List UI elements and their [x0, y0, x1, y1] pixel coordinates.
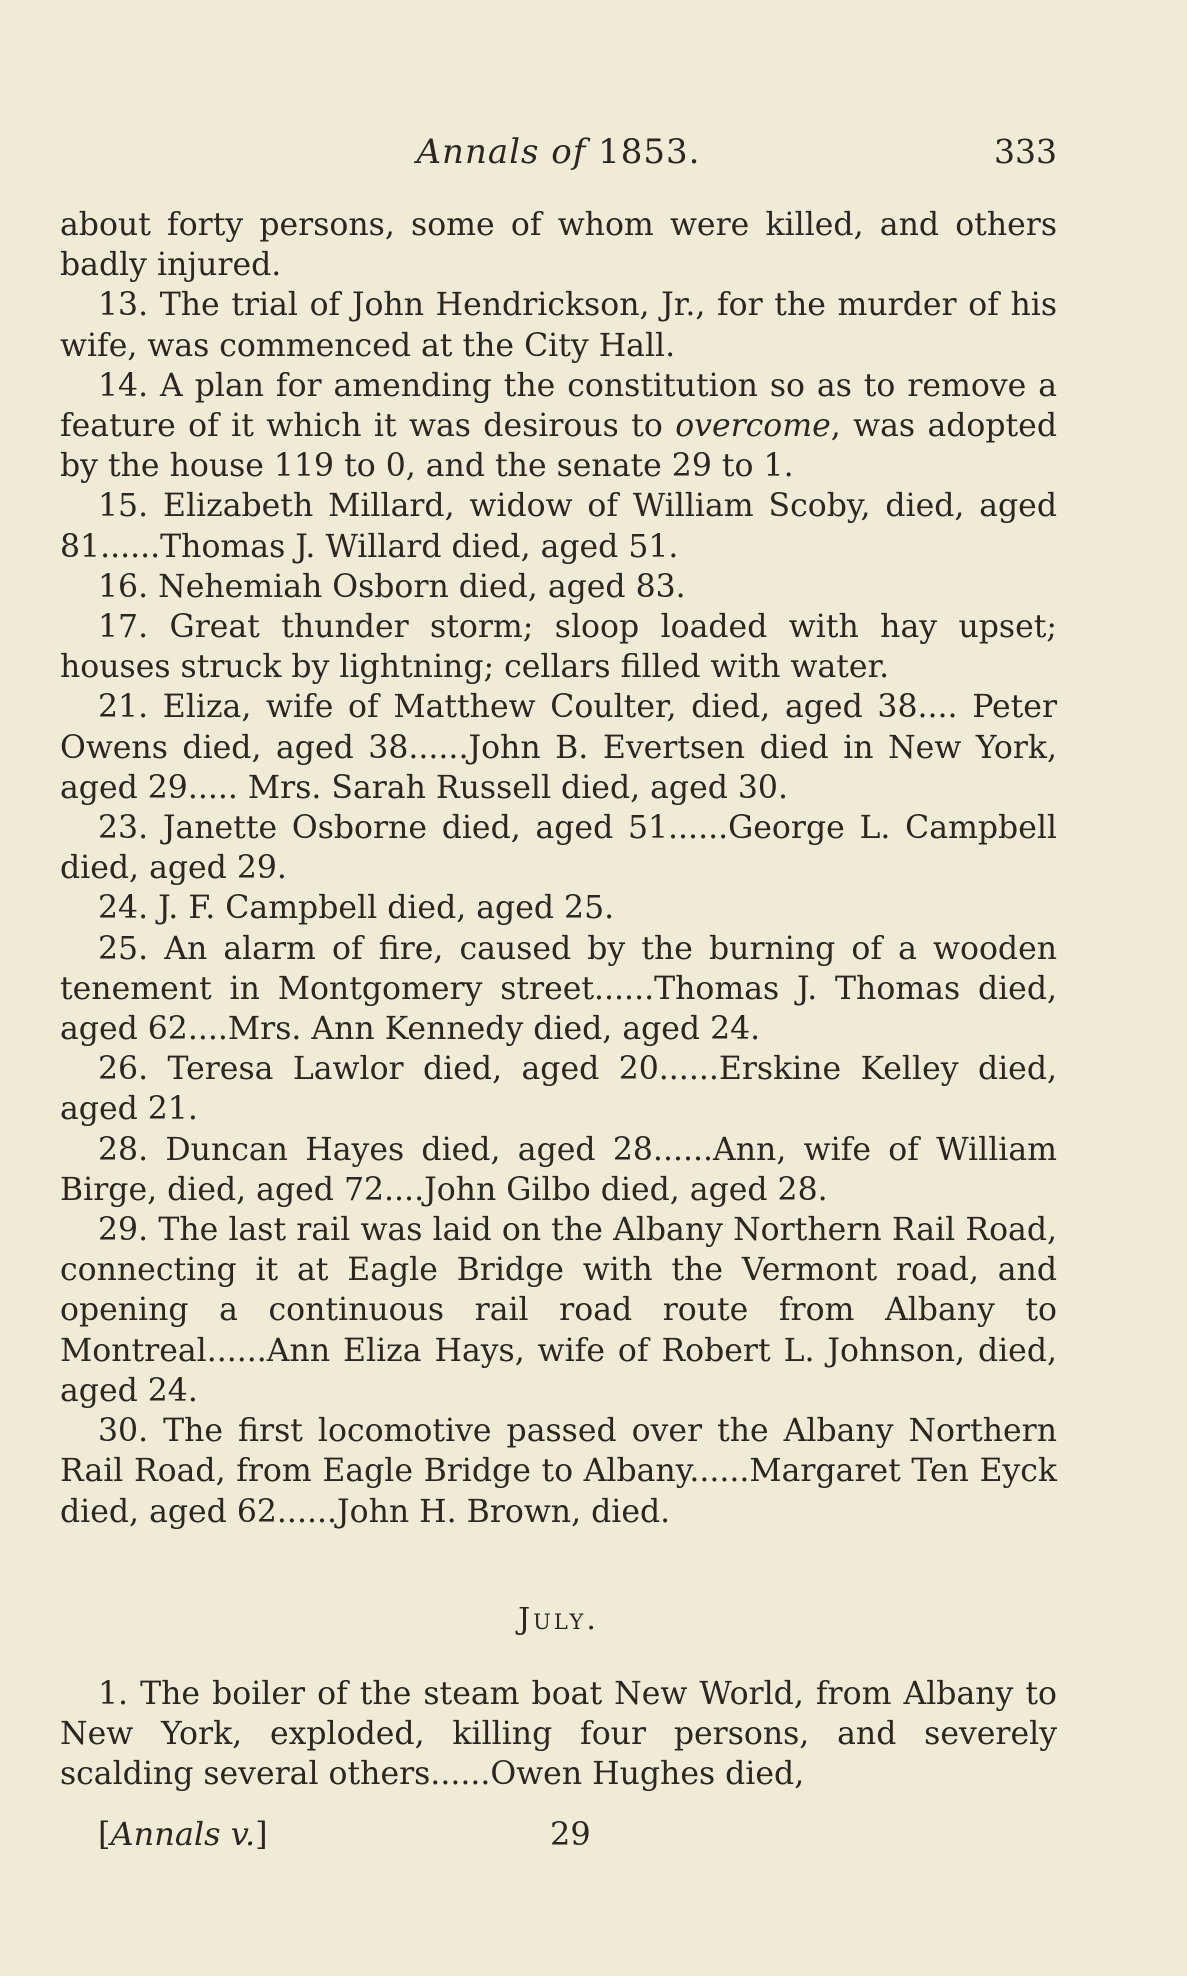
- entry-text: Elizabeth Millard, widow of William Scoby, died, aged 81......Thomas J. Willard died, aged 51.: [60, 488, 1057, 565]
- entry-italic-word: overcome: [675, 408, 831, 445]
- entry-day: 21.: [98, 689, 149, 726]
- entry-day: 14.: [98, 367, 149, 404]
- entry-day: 16.: [98, 568, 149, 605]
- entry-text: Janette Osborne died, aged 51......George L. Campbell died, aged 29.: [60, 810, 1057, 887]
- entry-day: 13.: [98, 287, 149, 324]
- entry-day: 24.: [98, 890, 149, 927]
- entry-24: [60, 888, 1057, 928]
- entry-text: The boiler of the steam boat New World, from Albany to New York, exploded, killing four persons, and severely scalding several others......Owen Hughes died,: [60, 1675, 1057, 1793]
- signature-open-bracket: [: [98, 1815, 111, 1853]
- running-title-year: 1853.: [598, 132, 701, 172]
- entry-13: [60, 285, 1057, 365]
- entry-text: Duncan Hayes died, aged 28......Ann, wife of William Birge, died, aged 72....John Gilbo died, aged 28.: [60, 1131, 1057, 1208]
- running-title-annals: Annals: [416, 132, 540, 172]
- page-number: 333: [994, 132, 1057, 171]
- entry-text: The last rail was laid on the Albany Northern Rail Road, connecting it at Eagle Bridge with the Vermont road, and opening a continuous rail road route from Albany to Montreal......Ann Eliza Hays, wife of Robert L. Johnson, died, aged 24.: [60, 1212, 1058, 1409]
- entry-day: 26.: [98, 1051, 149, 1088]
- body-text: [60, 205, 1057, 1795]
- entry-23: [60, 808, 1057, 888]
- entry-text: A plan for amending the constitution so as to remove a feature of it which it was desirous to: [60, 367, 1057, 445]
- entry-day: 30.: [98, 1413, 149, 1450]
- entry-continued: [60, 205, 1057, 285]
- entry-day: 1.: [98, 1675, 129, 1712]
- entry-16: [60, 567, 1057, 607]
- entry-29: [60, 1210, 1057, 1411]
- entry-text: An alarm of fire, caused by the burning of a wooden tenement in Montgomery street......Thomas J. Thomas died, aged 62....Mrs. Ann Kennedy died, aged 24.: [60, 930, 1057, 1048]
- entry-text: about forty persons, some of whom were killed, and others badly injured.: [60, 207, 1057, 284]
- entry-15: [60, 486, 1057, 566]
- entry-day: 17.: [98, 609, 149, 646]
- entry-text: Teresa Lawlor died, aged 20......Erskine Kelley died, aged 21.: [60, 1051, 1057, 1128]
- section-heading-july: July.: [518, 1601, 599, 1637]
- entry-14: [60, 366, 1057, 487]
- entry-day: 25.: [98, 930, 149, 967]
- entry-28: [60, 1130, 1057, 1210]
- entry-day: 28.: [98, 1131, 149, 1168]
- running-title-of: of: [551, 132, 587, 172]
- entry-text: The first locomotive passed over the Albany Northern Rail Road, from Eagle Bridge to Albany......Margaret Ten Eyck died, aged 62......John H. Brown, died.: [60, 1413, 1057, 1530]
- page-footer: [60, 1815, 1057, 1855]
- entry-july-1: [60, 1674, 1057, 1795]
- entry-text: J. F. Campbell died, aged 25.: [158, 890, 615, 927]
- sheet-number: 29: [550, 1815, 591, 1853]
- entry-text: The trial of John Hendrickson, Jr., for the murder of his wife, was commenced at the City Hall.: [60, 287, 1058, 364]
- entry-day: 23.: [98, 810, 149, 847]
- entry-text-after: , was adopted by the house 119 to 0, and the senate 29 to 1.: [60, 408, 1057, 485]
- entry-26: [60, 1049, 1057, 1129]
- page-header: [60, 132, 1057, 172]
- entry-text: Great thunder storm; sloop loaded with hay upset; houses struck by lightning; cellars filled with water.: [60, 609, 1057, 686]
- signature-close-bracket: ]: [255, 1815, 268, 1853]
- entry-17: [60, 607, 1057, 687]
- entry-25: [60, 929, 1057, 1050]
- entry-day: 29.: [98, 1212, 149, 1249]
- signature-mark: [98, 1815, 268, 1853]
- running-title: [60, 132, 1057, 172]
- entry-30: [60, 1411, 1057, 1532]
- entry-text: Nehemiah Osborn died, aged 83.: [158, 568, 686, 605]
- entry-day: 15.: [98, 488, 149, 525]
- entry-text: Eliza, wife of Matthew Coulter, died, aged 38.... Peter Owens died, aged 38......John B. Evertsen died in New York, aged 29..... Mrs. Sarah Russell died, aged 30.: [60, 689, 1058, 806]
- entry-21: [60, 687, 1057, 808]
- signature-text: Annals v.: [110, 1815, 256, 1853]
